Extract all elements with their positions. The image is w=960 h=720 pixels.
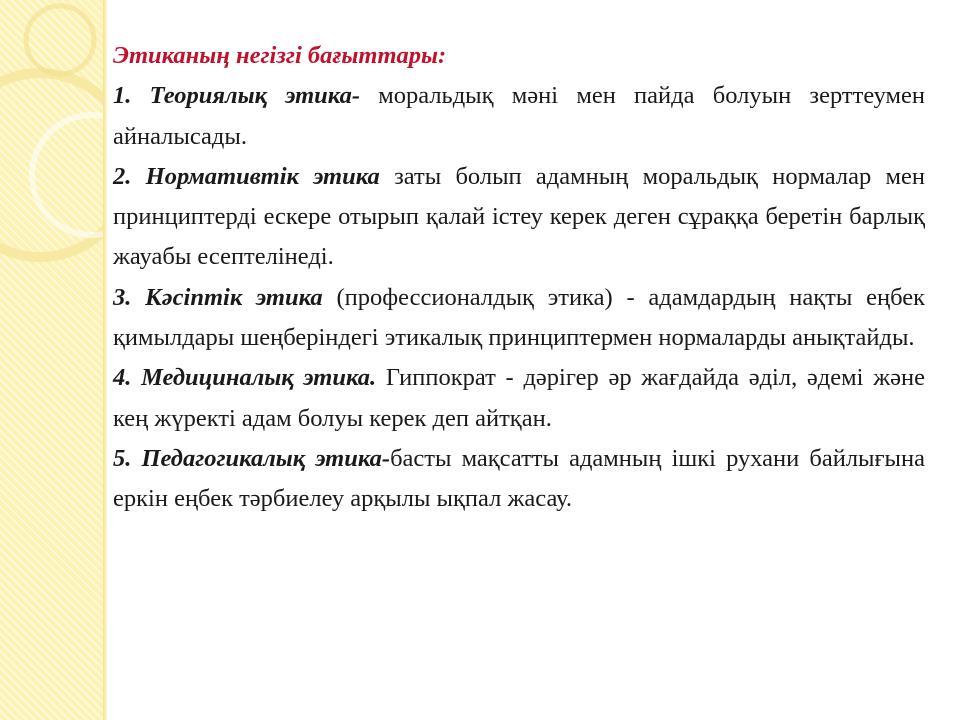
ring-large — [0, 73, 107, 257]
list-item — [113, 76, 925, 157]
list-item — [113, 439, 925, 520]
slide-content — [113, 36, 925, 520]
item-term: 4. Медициналық этика. — [113, 364, 377, 392]
item-term: 1. Теориялық этика- — [113, 82, 360, 110]
ring-medium — [32, 115, 107, 235]
item-text: (профессионалдық этика) - адамдардың нақты еңбек қимылдары шеңберіндегі этикалық принциптермен нормаларды анықтайды. — [113, 283, 925, 352]
item-term: 3. Кәсіптік этика — [113, 283, 323, 311]
ring-small — [26, 6, 94, 74]
item-text: басты мақсатты адамның ішкі рухани байлығына еркін еңбек тәрбиелеу арқылы ықпал жасау. — [113, 444, 926, 513]
decorative-side-band — [0, 0, 107, 720]
item-text: Гиппократ - дәрігер әр жағдайда әділ, әдемі және кең жүректі адам болуы керек деп айтқан. — [113, 364, 925, 432]
list-item — [113, 278, 925, 359]
band-edge — [103, 0, 107, 720]
decorative-rings — [0, 0, 107, 720]
list-item — [113, 157, 925, 278]
list-item — [113, 358, 925, 439]
item-text: заты болып адамның моральдық нормалар мен принциптерді ескере отырып қалай істеу керек деген сұраққа беретін барлық жауабы есептелінеді. — [113, 162, 925, 271]
item-term: 5. Педагогикалық этика- — [113, 444, 391, 472]
slide-heading: Этиканың негізгі бағыттары: — [113, 42, 447, 69]
item-term: 2. Нормативтік этика — [113, 162, 380, 190]
item-text: моральдық мәні мен пайда болуын зерттеумен айналысады. — [113, 82, 925, 150]
